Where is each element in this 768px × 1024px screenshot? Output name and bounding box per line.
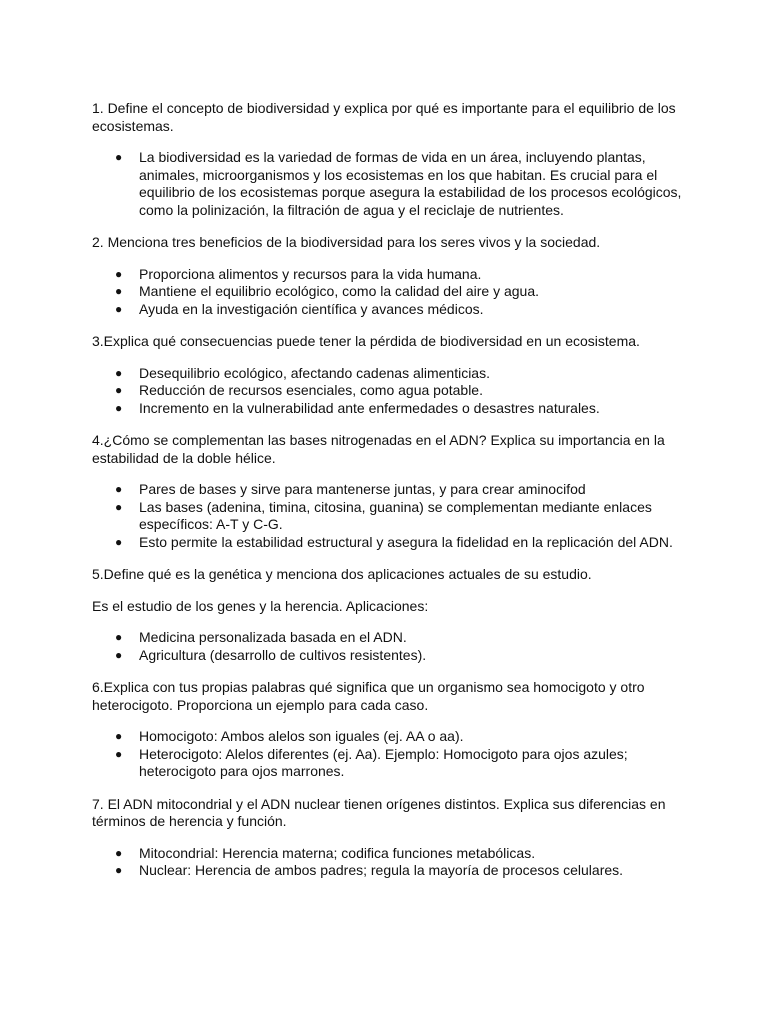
bullet-icon: ● <box>115 845 123 860</box>
bullet-icon: ● <box>115 150 123 164</box>
list-item: ● Ayuda en la investigación científica y avances médicos. <box>115 300 484 317</box>
list-item: ● Las bases (adenina, timina, citosina, guanina) se complementan mediante enlaces específicos: A-T y C-G. <box>115 498 652 532</box>
answer-list-1 <box>92 149 684 219</box>
bullet-icon: ● <box>115 729 123 743</box>
answer-list-6 <box>92 728 684 781</box>
bullet-icon: ● <box>115 746 123 761</box>
answer-list-3 <box>92 365 684 418</box>
list-item: ● Mantiene el equilibrio ecológico, como la calidad del aire y agua. <box>115 283 540 299</box>
bullet-icon: ● <box>115 266 123 281</box>
bullet-icon: ● <box>115 647 123 662</box>
answer-list-5 <box>92 629 684 664</box>
list-item: ● Heterocigoto: Alelos diferentes (ej. Aa). Ejemplo: Homocigoto para ojos azules; heterocigoto para ojos marrones. <box>115 745 628 779</box>
bullet-icon: ● <box>115 863 123 877</box>
answer-list-7 <box>92 845 684 880</box>
list-item: ● Mitocondrial: Herencia materna; codifica funciones metabólicas. <box>115 844 536 861</box>
question-3: 3.Explica qué consecuencias puede tener la pérdida de biodiversidad en un ecosistema. <box>92 333 640 349</box>
bullet-icon: ● <box>115 499 123 514</box>
document-content <box>92 100 684 880</box>
answer-list-4 <box>92 481 684 551</box>
list-item: ● Homocigoto: Ambos alelos son iguales (ej. AA o aa). <box>115 728 464 744</box>
question-4: 4.¿Cómo se complementan las bases nitrogenadas en el ADN? Explica su importancia en la estabilidad de la doble hélice. <box>92 432 665 466</box>
list-item: ● Incremento en la vulnerabilidad ante enfermedades o desastres naturales. <box>115 399 600 416</box>
bullet-icon: ● <box>115 383 123 397</box>
list-item: ● Esto permite la estabilidad estructural y asegura la fidelidad en la replicación del ADN. <box>115 533 673 550</box>
list-item: ● La biodiversidad es la variedad de formas de vida en un área, incluyendo plantas, animales, microorganismos y los ecosistemas en los que habitan. Es crucial para el equilibrio de los ecosistemas porque asegura la estabilidad de los procesos ecológicos, como la polinización, la filtración de agua y el reciclaje de nutrientes. <box>115 149 682 218</box>
bullet-icon: ● <box>115 284 123 298</box>
bullet-icon: ● <box>115 365 123 380</box>
list-item: ● Nuclear: Herencia de ambos padres; regula la mayoría de procesos celulares. <box>115 862 624 878</box>
question-5: 5.Define qué es la genética y menciona dos aplicaciones actuales de su estudio. <box>92 566 592 582</box>
question-6: 6.Explica con tus propias palabras qué significa que un organismo sea homocigoto y otro heterocigoto. Proporciona un ejemplo para cada caso. <box>92 679 645 713</box>
list-item: ● Proporciona alimentos y recursos para la vida humana. <box>115 265 482 282</box>
list-item: ● Agricultura (desarrollo de cultivos resistentes). <box>115 646 427 663</box>
bullet-icon: ● <box>115 301 123 316</box>
answer-list-2 <box>92 266 684 319</box>
list-item: ● Medicina personalizada basada en el ADN. <box>115 629 407 645</box>
list-item: ● Pares de bases y sirve para mantenerse juntas, y para crear aminocifod <box>115 481 586 497</box>
bullet-icon: ● <box>115 400 123 415</box>
bullet-icon: ● <box>115 482 123 496</box>
answer-intro-5: Es el estudio de los genes y la herencia. Aplicaciones: <box>92 597 429 614</box>
question-1: 1. Define el concepto de biodiversidad y explica por qué es importante para el equilibrio de los ecosistemas. <box>92 100 676 134</box>
list-item: ● Desequilibrio ecológico, afectando cadenas alimenticias. <box>115 364 490 381</box>
bullet-icon: ● <box>115 534 123 549</box>
list-item: ● Reducción de recursos esenciales, como agua potable. <box>115 382 483 398</box>
question-2: 2. Menciona tres beneficios de la biodiversidad para los seres vivos y la sociedad. <box>92 234 601 250</box>
question-7: 7. El ADN mitocondrial y el ADN nuclear tienen orígenes distintos. Explica sus diferencias en términos de herencia y función. <box>92 795 666 829</box>
bullet-icon: ● <box>115 630 123 644</box>
